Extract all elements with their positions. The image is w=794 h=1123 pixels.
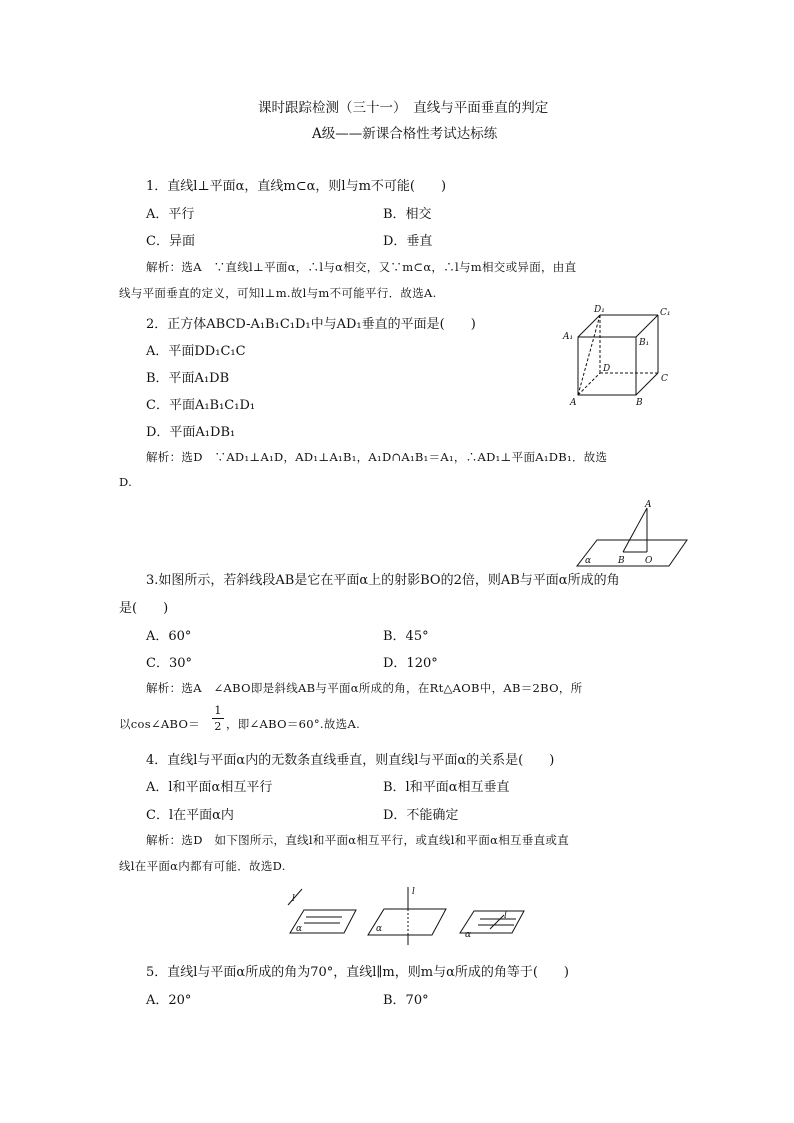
oblique-label-b: B (618, 556, 625, 566)
oblique-label-alpha: α (585, 556, 592, 566)
fraction-bar (212, 718, 224, 719)
q3-option-d: D．120° (383, 656, 438, 671)
cube-label-d: D (603, 364, 611, 374)
plane1-label-alpha: α (296, 924, 303, 934)
cube-label-b1: B₁ (639, 338, 650, 348)
q1-solution-line1: 解析：选A ∵直线l⊥平面α，∴l与α相交，又∵m⊂α，∴l与m相交或异面，由直 (146, 260, 577, 274)
q1-option-b: B．相交 (383, 207, 432, 222)
cube-figure (560, 305, 680, 410)
q2-option-a: A．平面DD₁C₁C (146, 344, 246, 359)
q1-option-c: C．异面 (146, 234, 195, 249)
oblique-label-a: A (645, 500, 652, 510)
q4-solution-line1: 解析：选D 如下图所示，直线l和平面α相互平行，或直线l和平面α相互垂直或直 (146, 833, 570, 847)
cube-label-c1: C₁ (660, 308, 671, 318)
oblique-label-o: O (645, 556, 653, 566)
fraction-numerator: 1 (214, 704, 222, 717)
cube-label-c: C (661, 374, 668, 384)
q3-option-c: C．30° (146, 656, 192, 671)
plane3-label-alpha: α (465, 930, 472, 940)
plane2-label-l: l (412, 887, 415, 897)
plane3-label-l: l (504, 911, 507, 921)
cube-label-b: B (636, 398, 643, 408)
q4-solution-line2: 线l在平面α内都有可能．故选D. (119, 859, 286, 873)
q3-solution-line1: 解析：选A ∠ABO即是斜线AB与平面α所成的角，在Rt△AOB中，AB＝2BO，所 (146, 681, 583, 695)
plane1-label-l: l (292, 894, 295, 904)
q2-stem: 2．正方体ABCD-A₁B₁C₁D₁中与AD₁垂直的平面是( ) (146, 317, 476, 332)
q2-option-d: D．平面A₁DB₁ (146, 425, 236, 440)
q3-solution-line2-prefix: 以cos∠ABO＝ (119, 717, 200, 731)
q2-solution-line2: D. (119, 475, 133, 489)
q4-option-b: B．l和平面α相互垂直 (383, 780, 510, 795)
plane2-label-alpha: α (376, 924, 383, 934)
q3-option-b: B．45° (383, 629, 429, 644)
q4-stem: 4．直线l与平面α内的无数条直线垂直，则直线l与平面α的关系是( ) (146, 753, 555, 768)
fraction-denominator: 2 (214, 720, 222, 733)
cube-label-a: A (570, 398, 577, 408)
q2-option-c: C．平面A₁B₁C₁D₁ (146, 398, 256, 413)
q1-option-d: D．垂直 (383, 234, 433, 249)
plane-figures (284, 885, 534, 945)
q5-option-a: A．20° (146, 993, 192, 1008)
q3-option-a: A．60° (146, 629, 192, 644)
q2-option-b: B．平面A₁DB (146, 371, 230, 386)
q2-solution-line1: 解析：选D ∵AD₁⊥A₁D，AD₁⊥A₁B₁，A₁D∩A₁B₁＝A₁，∴AD₁⊥平面A₁DB₁．故选 (146, 450, 608, 464)
q4-option-a: A．l和平面α相互平行 (146, 780, 273, 795)
q4-option-c: C．l在平面α内 (146, 808, 234, 823)
page-subtitle: A级——新课合格性考试达标练 (312, 126, 498, 142)
q4-option-d: D．不能确定 (383, 808, 459, 823)
page-title: 课时跟踪检测（三十一） 直线与平面垂直的判定 (258, 100, 549, 116)
q5-option-b: B．70° (383, 993, 429, 1008)
q5-stem: 5．直线l与平面α所成的角为70°，直线l∥m，则m与α所成的角等于( ) (146, 965, 569, 980)
q1-option-a: A．平行 (146, 207, 195, 222)
cube-label-a1: A₁ (563, 332, 574, 342)
q3-solution-line2-suffix: ，即∠ABO＝60°.故选A. (226, 717, 361, 731)
q3-stem-line1: 3.如图所示，若斜线段AB是它在平面α上的射影BO的2倍，则AB与平面α所成的角 (146, 573, 620, 588)
cube-label-d1: D₁ (594, 305, 605, 315)
q1-solution-line2: 线与平面垂直的定义，可知l⊥m.故l与m不可能平行．故选A. (119, 286, 437, 300)
q3-stem-line2: 是( ) (119, 601, 169, 616)
q1-stem: 1．直线l⊥平面α，直线m⊂α，则l与m不可能( ) (146, 179, 447, 194)
oblique-line-figure (575, 500, 690, 570)
